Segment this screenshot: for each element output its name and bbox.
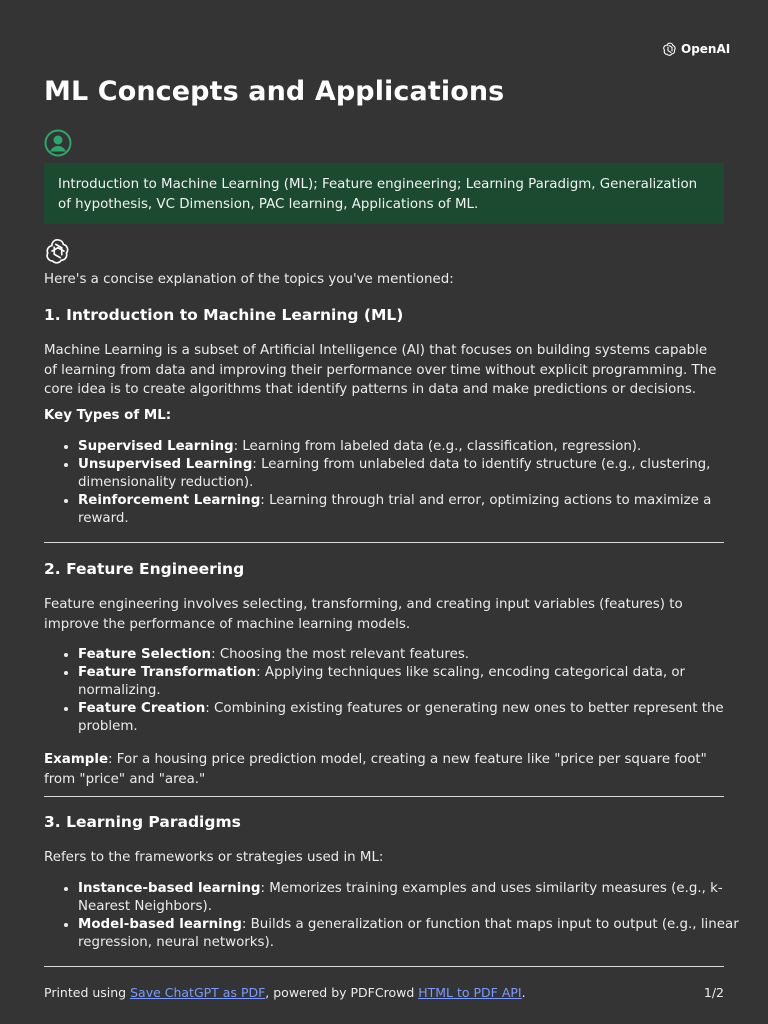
ml-types-list [44,438,758,528]
list-item: • Feature Creation: Combining existing features or generating new ones to better represent the problem. [78,700,758,736]
list-item: • Reinforcement Learning: Learning through trial and error, optimizing actions to maximize a reward. [78,492,758,528]
footer-divider [44,966,724,967]
list-item: • Feature Selection: Choosing the most relevant features. [78,646,758,664]
page-number: 1/2 [703,985,724,1000]
html-to-pdf-api-link[interactable]: HTML to PDF API [418,985,522,1000]
user-prompt [44,163,724,224]
section-paragraph: Refers to the frameworks or strategies used in ML: [44,850,384,865]
feature-engineering-list [44,646,758,736]
page-footer [44,985,724,1000]
user-avatar-icon [44,129,72,157]
save-chatgpt-pdf-link[interactable]: Save ChatGPT as PDF [130,985,266,1000]
list-item: • Unsupervised Learning: Learning from unlabeled data to identify structure (e.g., clustering, dimensionality reduction). [78,456,758,492]
list-item: • Model-based learning: Builds a generalization or function that maps input to output (e.g., linear regression, neural networks). [78,916,758,952]
list-item: • Supervised Learning: Learning from labeled data (e.g., classification, regression). [78,438,758,456]
section-heading-feature-engineering: 2. Feature Engineering [44,560,245,578]
section-heading-learning-paradigms: 3. Learning Paradigms [44,813,241,831]
section-paragraph: Machine Learning is a subset of Artificial Intelligence (AI) that focuses on building systems capable of learning from data and improving their performance over time without explicit programming. The core idea is to create algorithms that identify patterns in data and make predictions or decisions. [44,343,717,397]
example-paragraph: Example: For a housing price prediction model, creating a new feature like "price per square foot" from "price" and "area." [44,752,707,787]
openai-brand [662,40,730,58]
learning-paradigms-list [44,880,758,952]
list-item: • Feature Transformation: Applying techniques like scaling, encoding categorical data, or normalizing. [78,664,758,700]
openai-logo-icon [662,41,678,57]
section-divider [44,796,724,797]
list-item: • Instance-based learning: Memorizes training examples and uses similarity measures (e.g., k-Nearest Neighbors). [78,880,758,916]
section-heading-intro-ml: 1. Introduction to Machine Learning (ML) [44,306,404,324]
section-paragraph: Feature engineering involves selecting, transforming, and creating input variables (features) to improve the performance of machine learning models. [44,597,683,632]
page-title: ML Concepts and Applications [44,76,505,107]
response-intro: Here's a concise explanation of the topics you've mentioned: [44,272,454,287]
footer-credit: Printed using Save ChatGPT as PDF, powered by PDFCrowd HTML to PDF API. [44,985,526,1000]
key-types-label: Key Types of ML: [44,408,172,423]
user-prompt-text: Introduction to Machine Learning (ML); Feature engineering; Learning Paradigm, Generalization of hypothesis, VC Dimension, PAC learning, Applications of ML. [58,177,698,212]
brand-label: OpenAI [681,42,731,56]
section-divider [44,542,724,543]
chatgpt-avatar-icon [44,237,72,265]
